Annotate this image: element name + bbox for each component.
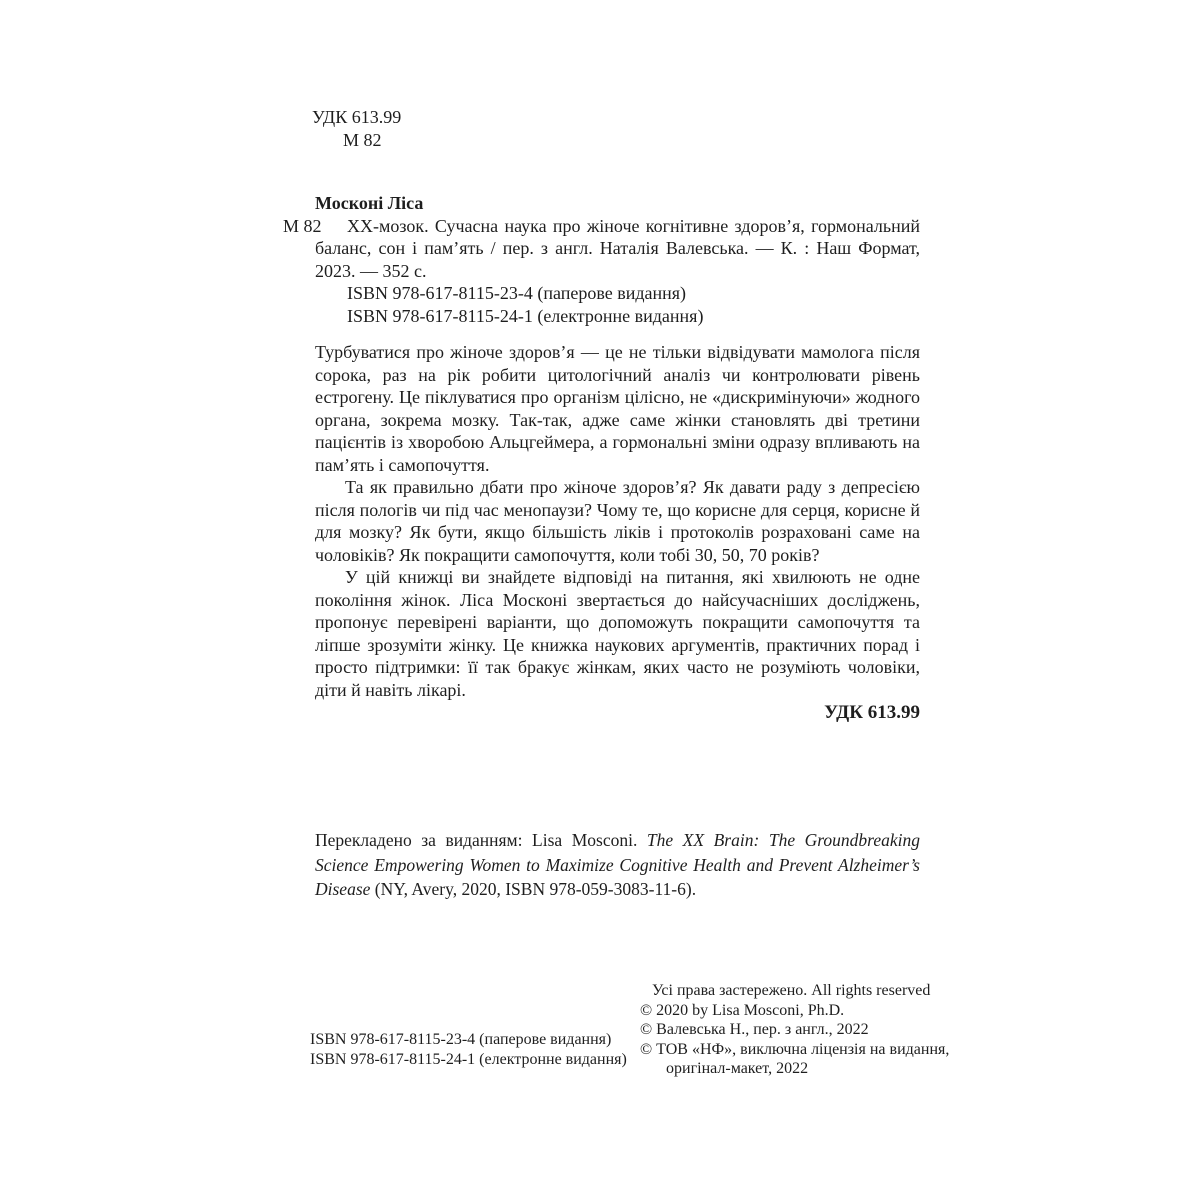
- udk-author-code: М 82: [343, 129, 382, 150]
- source-note-suffix: (NY, Avery, 2020, ISBN 978-059-3083-11-6).: [370, 879, 697, 899]
- bibliographic-record: [283, 192, 920, 327]
- copyright-publisher-continuation: оригінал-макет, 2022: [666, 1060, 809, 1077]
- annotation-block: [315, 341, 920, 701]
- udk-header-block: [312, 106, 401, 151]
- record-isbn-electronic: ISBN 978-617-8115-24-1 (електронне видання): [347, 305, 704, 326]
- record-body: [283, 215, 920, 283]
- record-isbn-block: [315, 282, 920, 327]
- copyright-publisher-line: © ТОВ «НФ», виключна ліцензія на видання,: [640, 1040, 950, 1058]
- source-edition-note: [315, 828, 920, 902]
- footer-isbn-block: [310, 1030, 627, 1070]
- record-code-label: М 82: [283, 215, 322, 236]
- annotation-paragraph-1: Турбуватися про жіноче здоров’я — це не тільки відвідувати мамолога після сорока, раз на рік робити цитологічний аналіз чи контролювати рівень естрогену. Це піклуватися про організм цілісно, не «дискримінуючи» жодного органа, зокрема мозку. Так-так, адже саме жінки становлять дві третини пацієнтів із хворобою Альцгеймера, а гормональні зміни одразу впливають на пам’ять і самопочуття.: [315, 342, 920, 475]
- source-note-prefix: Перекладено за виданням: Lisa Mosconi.: [315, 830, 647, 850]
- author-name: Москоні Ліса: [315, 193, 424, 213]
- udk-number-bottom: УДК 613.99: [824, 702, 920, 723]
- copyright-author-line: © 2020 by Lisa Mosconi, Ph.D.: [640, 1001, 845, 1019]
- record-isbn-paper: ISBN 978-617-8115-23-4 (паперове видання): [347, 283, 687, 303]
- source-original-title: The XX Brain: The Groundbreaking Science Empowering Women to Maximize Cognitive Health and Prevent Alzheimer’s Disease: [315, 830, 920, 899]
- rights-reserved-line: Усі права застережено. All rights reserved: [652, 982, 931, 999]
- footer-isbn-electronic: ISBN 978-617-8115-24-1 (електронне видання): [310, 1051, 627, 1068]
- udk-number: УДК 613.99: [312, 107, 402, 127]
- annotation-paragraph-3: У цій книжці ви знайдете відповіді на питання, які хвилюють не одне покоління жінок. Ліса Москоні звертається до найсучасніших досліджень, пропонує перевірені варіанти, що допоможуть покращити самопочуття та ліпше зрозуміти жінку. Це книжка наукових аргументів, практичних порад і просто підтримки: її так бракує жінкам, яких часто не розуміють чоловіки, діти й навіть лікарі.: [315, 567, 920, 700]
- copyright-block: [640, 981, 949, 1079]
- annotation-paragraph-2: Та як правильно дбати про жіноче здоров’я? Як давати раду з депресією після пологів чи під час менопаузи? Чому те, що корисне для серця, корисне й для мозку? Як бути, якщо більшість ліків і протоколів розраховані саме на чоловіків? Як покращити самопочуття, коли тобі 30, 50, 70 років?: [315, 477, 920, 565]
- record-description: ХХ-мозок. Сучасна наука про жіноче когнітивне здоров’я, гормональний баланс, сон і пам’ять / пер. з англ. Наталія Валевська. — К. : Наш Формат, 2023. — 352 с.: [315, 215, 920, 281]
- footer-isbn-paper: ISBN 978-617-8115-23-4 (паперове видання): [310, 1031, 612, 1048]
- copyright-translator-line: © Валевська Н., пер. з англ., 2022: [640, 1021, 869, 1038]
